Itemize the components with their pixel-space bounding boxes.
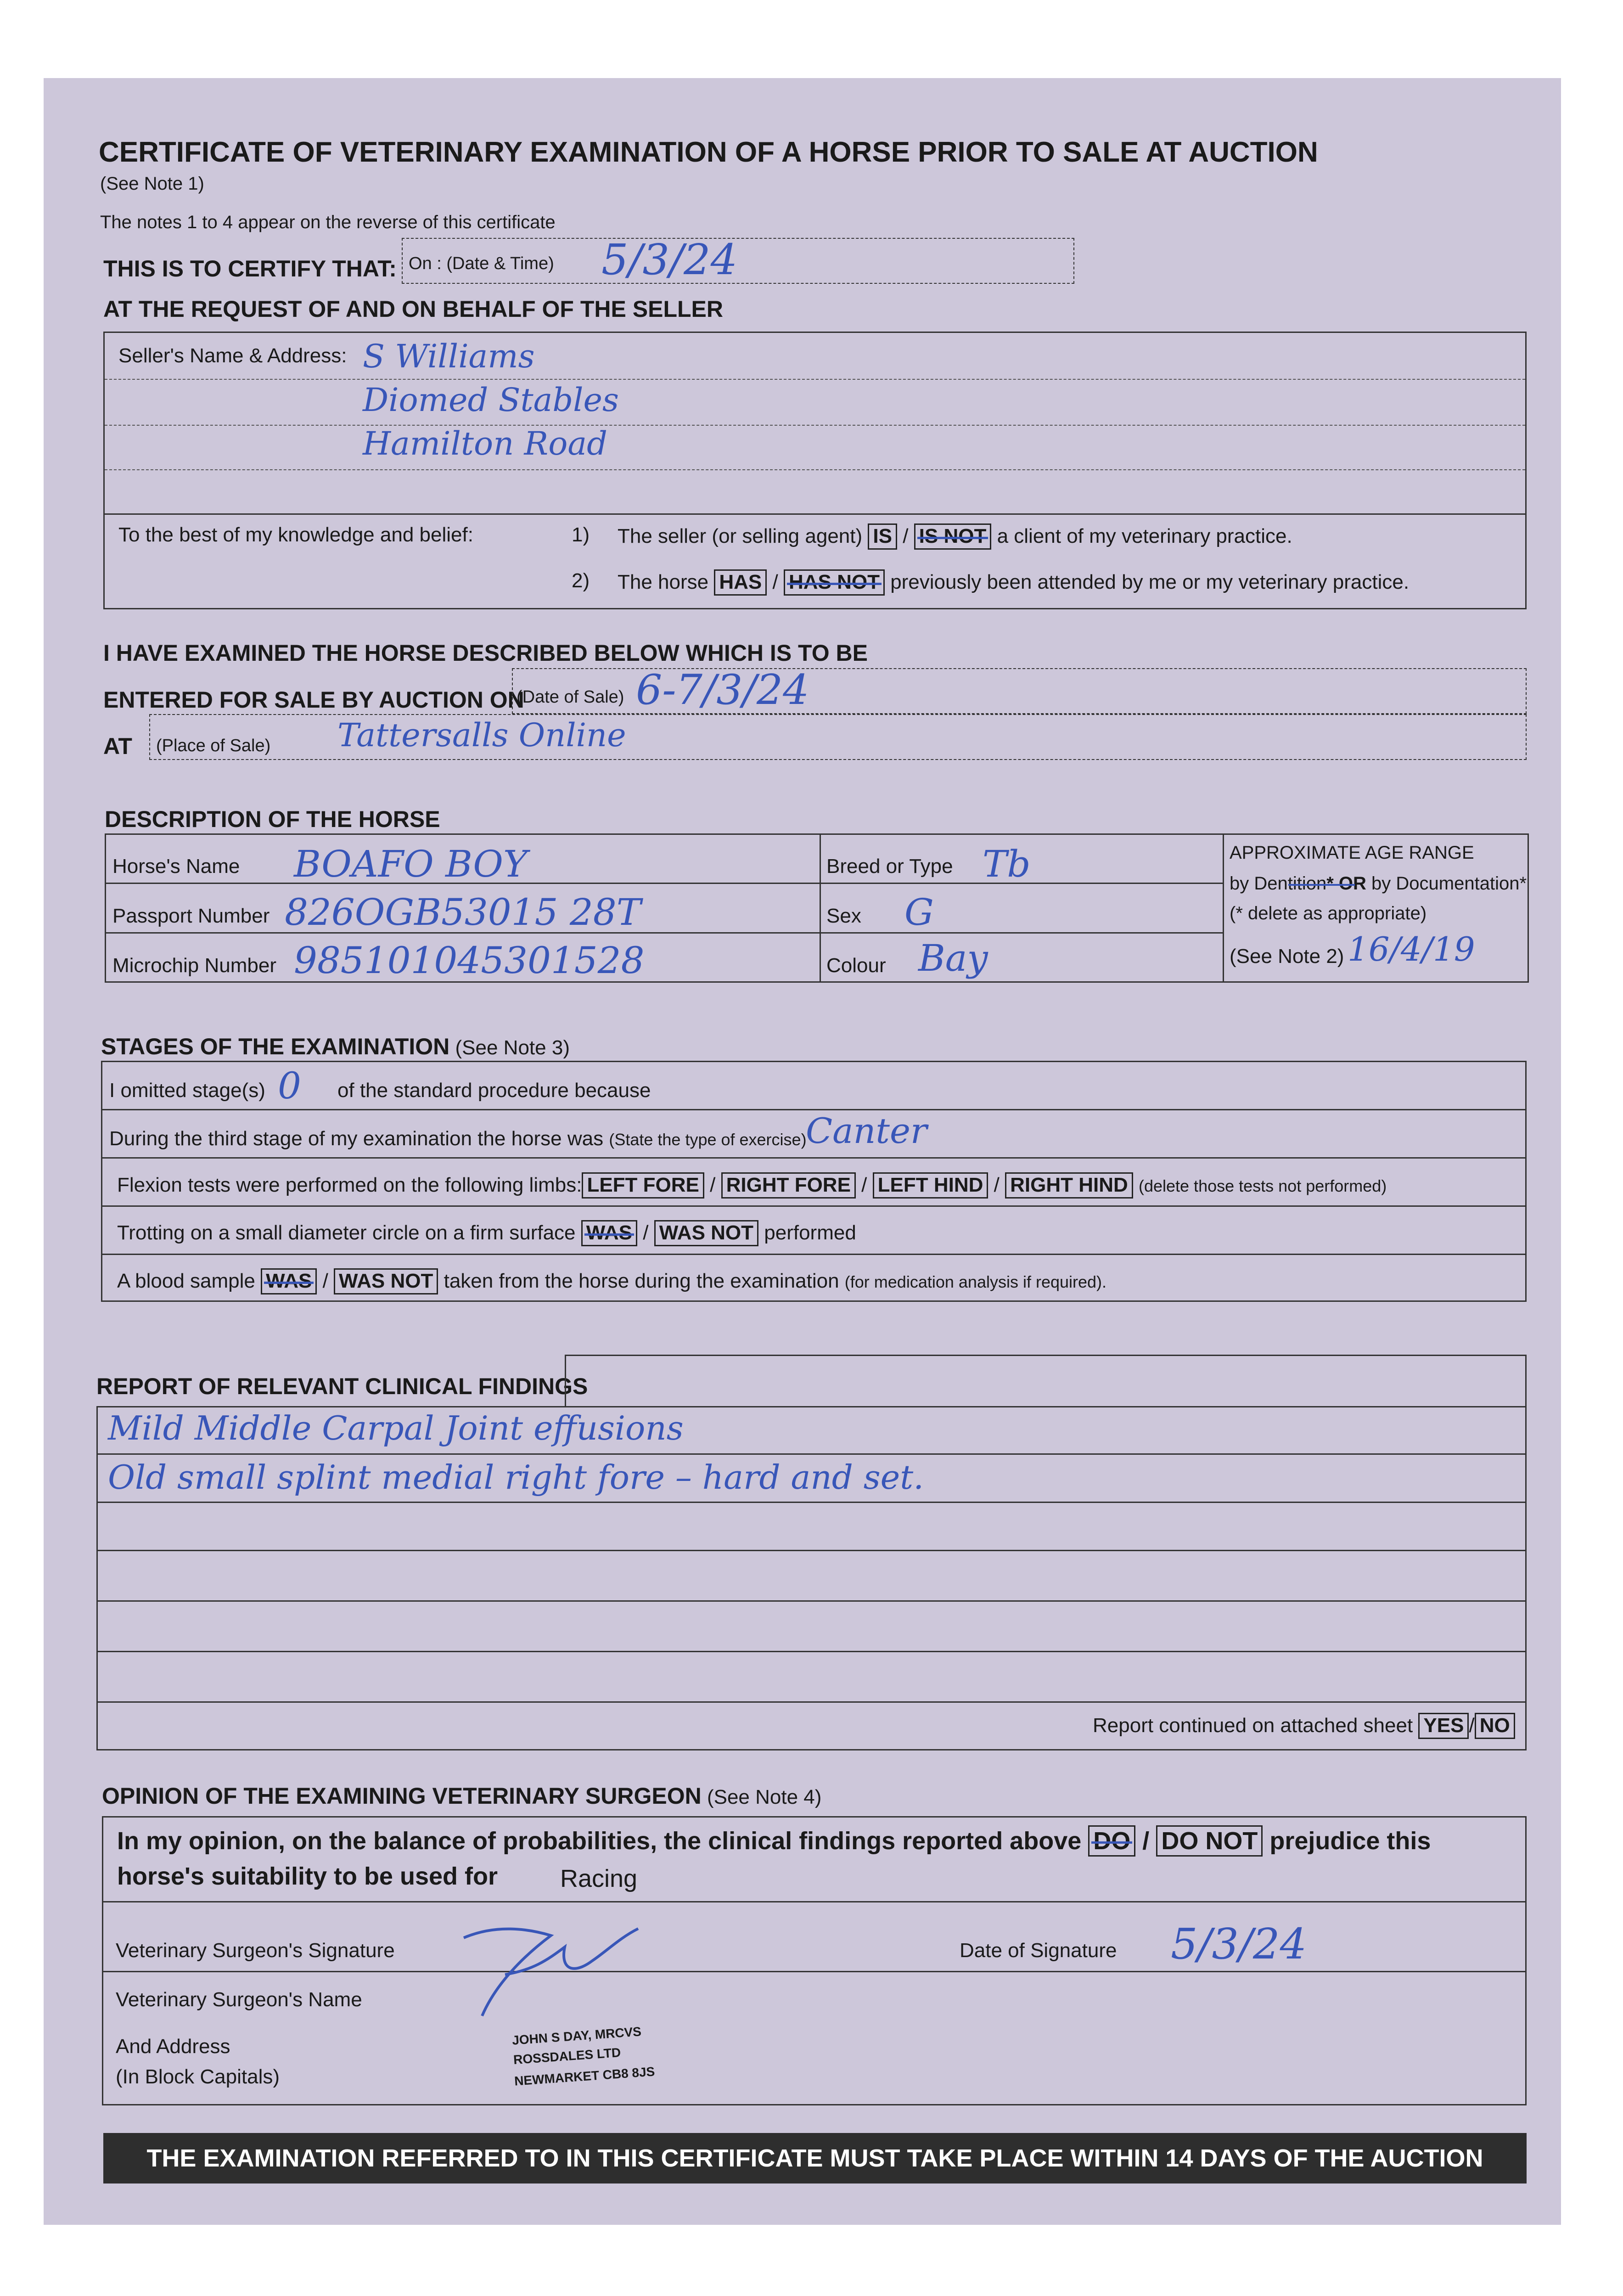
separator: / [903, 525, 909, 547]
use-value: Racing [560, 1865, 638, 1892]
third-stage-row [109, 1127, 807, 1150]
trotting-was-not-option[interactable]: WAS NOT [654, 1220, 758, 1246]
desc-row-line-2 [106, 932, 1224, 934]
desc-row-line-1 [106, 883, 1224, 884]
sex-value: G [904, 891, 934, 934]
colour-value: Bay [918, 937, 988, 979]
trotting-text: Trotting on a small diameter circle on a firm surface [117, 1221, 576, 1244]
age-by-dentition[interactable]: by Dentition [1230, 873, 1327, 894]
blood-post: taken from the horse during the examination [444, 1270, 839, 1292]
omitted-value: 0 [278, 1064, 301, 1107]
knowledge-1 [618, 523, 1292, 550]
desc-col-line-2 [1223, 835, 1224, 981]
at-label: AT [103, 733, 132, 759]
flex-left-fore[interactable]: LEFT FORE [582, 1172, 704, 1199]
report-finding-2: Old small splint medial right fore – hard and set. [108, 1458, 924, 1497]
knowledge-2-tail: previously been attended by me or my veterinary practice. [890, 571, 1410, 593]
attended-has-option[interactable]: HAS [714, 569, 767, 596]
microchip-value: 985101045301528 [294, 939, 645, 982]
surgeon-address-label: And Address [116, 2035, 230, 2058]
horse-name-label: Horse's Name [112, 855, 240, 878]
flex-left-hind[interactable]: LEFT HIND [873, 1172, 988, 1199]
flexion-row [117, 1172, 1387, 1199]
seller-divider [105, 513, 1525, 515]
opinion-do-not-option[interactable]: DO NOT [1156, 1825, 1263, 1857]
footer-banner: THE EXAMINATION REFERRED TO IN THIS CERTIFICATE MUST TAKE PLACE WITHIN 14 DAYS OF THE AUCTION [103, 2133, 1527, 2183]
place-of-sale-value: Tattersalls Online [337, 716, 626, 754]
knowledge-1-text: The seller (or selling agent) [618, 525, 863, 547]
age-options [1230, 873, 1527, 894]
report-heading: REPORT OF RELEVANT CLINICAL FINDINGS [96, 1373, 588, 1399]
date-time-value: 5/3/24 [601, 235, 738, 284]
separator: / [643, 1221, 649, 1244]
omitted-post: of the standard procedure because [337, 1079, 651, 1102]
trotting-performed: performed [764, 1221, 856, 1244]
breed-label: Breed or Type [826, 855, 953, 878]
signature [455, 1919, 647, 2020]
opinion-do-option[interactable]: DO [1088, 1825, 1135, 1857]
separator: / [1469, 1714, 1475, 1737]
sex-label: Sex [826, 905, 861, 927]
knowledge-1-number: 1) [572, 523, 590, 546]
horse-name-value: BOAFO BOY [294, 843, 528, 885]
knowledge-label: To the best of my knowledge and belief: [118, 523, 473, 546]
seller-line-3 [105, 469, 1525, 470]
separator: / [861, 1174, 867, 1196]
date-of-signature-value: 5/3/24 [1171, 1919, 1307, 1969]
stages-heading-text: STAGES OF THE EXAMINATION [101, 1034, 450, 1059]
client-is-not-option[interactable]: IS NOT [914, 523, 992, 550]
date-of-signature-label: Date of Signature [960, 1939, 1117, 1962]
report-heading-box [565, 1355, 1527, 1407]
report-line-6 [98, 1701, 1525, 1703]
flexion-note: (delete those tests not performed) [1138, 1176, 1387, 1195]
microchip-label: Microchip Number [112, 954, 276, 977]
opinion-statement: In my opinion, on the balance of probabilities, the clinical findings reported above [117, 1827, 1082, 1855]
desc-col-line-1 [820, 835, 821, 981]
blood-was-option[interactable]: WAS [261, 1268, 317, 1294]
seller-box [103, 332, 1527, 609]
opinion-line-2 [103, 1971, 1525, 1972]
stamp-line-2: ROSSDALES LTD [513, 2045, 622, 2067]
dentition-strike [1288, 884, 1355, 886]
continued-no-option[interactable]: NO [1475, 1713, 1515, 1739]
trotting-was-option[interactable]: WAS [581, 1220, 637, 1246]
flex-right-hind[interactable]: RIGHT HIND [1005, 1172, 1133, 1199]
date-time-label: On : (Date & Time) [409, 254, 554, 273]
report-line-4 [98, 1600, 1525, 1602]
age-see-note: (See Note 2) [1230, 945, 1344, 968]
signature-label: Veterinary Surgeon's Signature [116, 1939, 395, 1962]
blood-text: A blood sample [117, 1270, 255, 1292]
blood-was-not-option[interactable]: WAS NOT [334, 1268, 438, 1294]
knowledge-2-text: The horse [618, 571, 709, 593]
separator: / [1142, 1827, 1150, 1855]
client-is-option[interactable]: IS [868, 523, 897, 550]
certify-label: THIS IS TO CERTIFY THAT: [103, 256, 397, 281]
stages-row-line-3 [102, 1205, 1525, 1207]
certificate-title: CERTIFICATE OF VETERINARY EXAMINATION OF A HORSE PRIOR TO SALE AT AUCTION [99, 136, 1318, 168]
stamp-line-1: JOHN S DAY, MRCVS [511, 2024, 642, 2048]
opinion-prejudice: prejudice this [1269, 1827, 1431, 1855]
date-of-sale-label: (Date of Sale) [517, 687, 624, 707]
knowledge-2 [618, 569, 1409, 596]
opinion-line-1-text [117, 1825, 1431, 1857]
passport-value: 826OGB53015 28T [285, 891, 641, 934]
colour-label: Colour [826, 954, 886, 977]
separator: / [772, 571, 778, 593]
third-stage-value: Canter [806, 1110, 927, 1151]
trotting-row [117, 1220, 856, 1246]
report-line-5 [98, 1651, 1525, 1652]
separator: / [322, 1270, 328, 1292]
report-line-2 [98, 1502, 1525, 1503]
entered-label: ENTERED FOR SALE BY AUCTION ON [103, 687, 524, 713]
stages-row-line-4 [102, 1254, 1525, 1255]
blood-small: (for medication analysis if required). [844, 1272, 1107, 1291]
seller-label: Seller's Name & Address: [118, 344, 347, 367]
seller-address-line-1: Diomed Stables [363, 381, 619, 419]
third-stage-small: (State the type of exercise) [609, 1130, 807, 1149]
omitted-pre: I omitted stage(s) [109, 1079, 265, 1102]
separator: / [994, 1174, 1000, 1196]
age-value: 16/4/19 [1348, 930, 1475, 968]
report-line-1 [98, 1453, 1525, 1455]
date-of-sale-value: 6-7/3/24 [636, 666, 809, 714]
seller-line-1 [105, 379, 1525, 380]
stages-row-line-2 [102, 1157, 1525, 1159]
examined-heading: I HAVE EXAMINED THE HORSE DESCRIBED BELOW WHICH IS TO BE [103, 640, 868, 666]
opinion-heading-text: OPINION OF THE EXAMINING VETERINARY SURGEON [102, 1783, 702, 1809]
breed-value: Tb [983, 843, 1031, 885]
stamp-line-3: NEWMARKET CB8 8JS [514, 2064, 656, 2088]
notes-line: The notes 1 to 4 appear on the reverse of this certificate [100, 212, 556, 232]
age-delete-note: (* delete as appropriate) [1230, 903, 1427, 923]
opinion-line-1 [103, 1901, 1525, 1902]
age-heading: APPROXIMATE AGE RANGE [1230, 843, 1474, 863]
age-or: * OR [1326, 873, 1366, 894]
attended-has-not-option[interactable]: HAS NOT [784, 569, 885, 596]
continued-yes-option[interactable]: YES [1418, 1713, 1469, 1739]
opinion-heading [102, 1783, 821, 1809]
seller-address-line-2: Hamilton Road [363, 425, 607, 462]
report-line-3 [98, 1550, 1525, 1551]
knowledge-1-tail: a client of my veterinary practice. [997, 525, 1292, 547]
omitted-stages-row [109, 1079, 265, 1102]
block-capitals-label: (In Block Capitals) [116, 2065, 280, 2088]
knowledge-2-number: 2) [572, 569, 590, 592]
opinion-note: (See Note 4) [707, 1786, 822, 1808]
report-finding-1: Mild Middle Carpal Joint effusions [108, 1409, 684, 1447]
separator: / [710, 1174, 716, 1196]
request-heading: AT THE REQUEST OF AND ON BEHALF OF THE SELLER [103, 296, 723, 322]
flexion-text: Flexion tests were performed on the following limbs: [117, 1174, 582, 1196]
description-heading: DESCRIPTION OF THE HORSE [105, 806, 440, 832]
seller-name-value: S Williams [363, 338, 535, 375]
third-stage-text: During the third stage of my examination the horse was [109, 1127, 604, 1150]
continued-text: Report continued on attached sheet [1093, 1714, 1413, 1737]
stages-note: (See Note 3) [455, 1036, 570, 1059]
continued-row [1093, 1713, 1515, 1739]
see-note-1: (See Note 1) [100, 174, 204, 194]
seller-line-2 [105, 425, 1525, 426]
passport-label: Passport Number [112, 905, 270, 927]
blood-row [117, 1268, 1106, 1294]
place-of-sale-label: (Place of Sale) [156, 736, 271, 755]
opinion-line-2-text: horse's suitability to be used for [117, 1863, 498, 1890]
surgeon-name-label: Veterinary Surgeon's Name [116, 1988, 362, 2011]
age-by-documentation[interactable]: by Documentation* [1371, 873, 1527, 894]
flex-right-fore[interactable]: RIGHT FORE [721, 1172, 856, 1199]
stages-heading [101, 1033, 570, 1060]
